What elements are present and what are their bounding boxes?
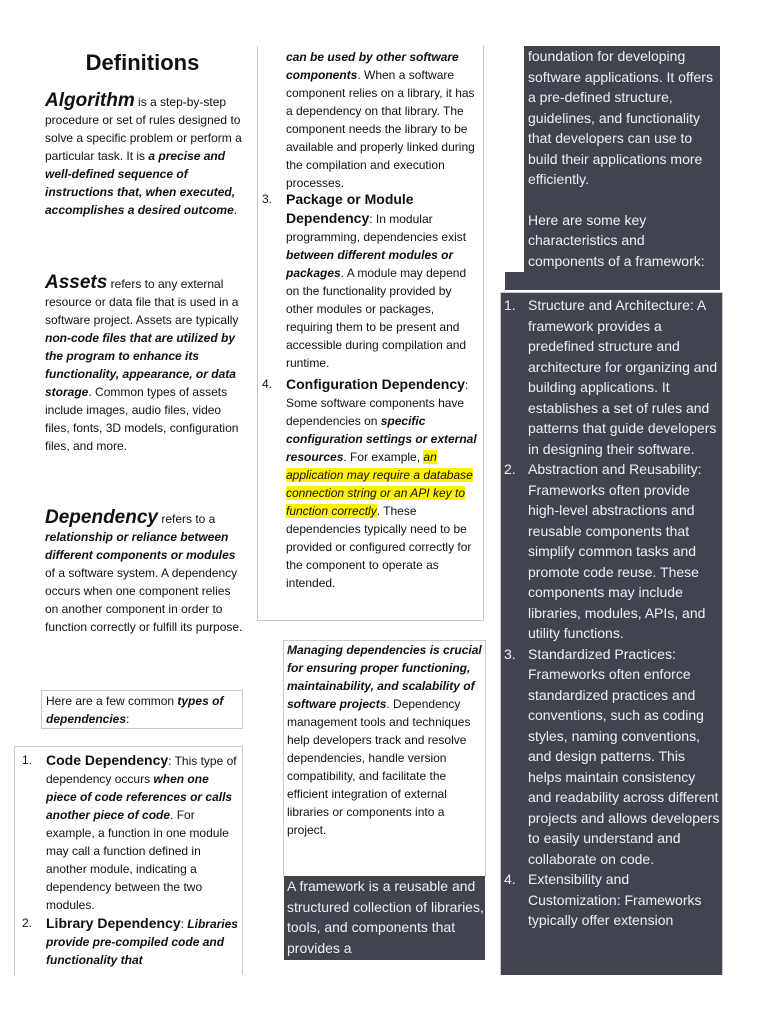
dependency-types-box	[14, 746, 243, 975]
list-emphasis: specific configuration settings or external resources	[286, 414, 477, 464]
list-text: : This type of dependency occurs	[46, 754, 237, 786]
library-emphasis: can be used by other software components	[286, 50, 459, 82]
framework-characteristics-box	[500, 292, 723, 975]
algorithm-emphasis: a precise and well-defined sequence of instructions that, when executed, accomplishes a desired outcome	[45, 149, 236, 217]
list-number: 4.	[262, 377, 273, 391]
dependency-types-list	[22, 751, 239, 969]
dependency-types-list-continued	[262, 190, 481, 592]
list-text: : In modular programming, dependencies exist	[286, 212, 467, 244]
list-item	[262, 190, 481, 372]
list-emphasis: when one piece of code references or calls another piece of code	[46, 772, 233, 822]
dependency-end: of a software system. A dependency occurs when one component relies on another component in order to function correctly or fulfill its purpose.	[45, 566, 243, 634]
algorithm-text: is a step-by-step procedure or set of rules designed to solve a specific problem or perform a particular task. It is	[45, 95, 242, 163]
list-text: Extensibility and Customization: Frameworks typically offer extension	[528, 871, 702, 928]
list-text-end: . These dependencies typically need to be provided or configured correctly for the component to operate as intended.	[286, 504, 472, 590]
list-item	[22, 751, 239, 914]
list-heading: Package or Module Dependency	[286, 191, 414, 226]
list-item	[262, 375, 481, 592]
managing-emphasis: Managing dependencies is crucial for ensuring proper functioning, maintainability, and scalability of software projects	[287, 643, 482, 711]
assets-term: Assets	[45, 272, 108, 293]
managing-text: . Dependency management tools and techniques help developers track and resolve dependencies, handle version compatibility, and facilitate the efficient integration of external libraries or components into a project.	[287, 697, 471, 837]
list-number: 2.	[22, 916, 33, 930]
list-text-end: . For example, a function in one module may call a function defined in another module, indicating a dependency between the two modules.	[46, 808, 229, 912]
list-text: Abstraction and Reusability: Frameworks often provide high-level abstractions and reusable components that simplify common tasks and promote code reuse. These components may include libraries, modules, APIs, and utility functions.	[528, 461, 706, 641]
algorithm-definition	[45, 92, 245, 219]
list-number: 4.	[504, 871, 516, 887]
list-number: 3.	[504, 645, 516, 662]
types-intro-end: :	[126, 712, 130, 726]
list-number: 1.	[22, 753, 33, 767]
assets-emphasis: non-code files that are utilized by the program to enhance its functionality, appearance, or data storage	[45, 331, 236, 399]
list-number: 3.	[262, 192, 273, 206]
types-intro-text: Here are a few common	[46, 694, 178, 708]
library-text: . When a software component relies on a library, it has a dependency on that library. The component needs the library to be available and properly linked during the compilation and execution processes.	[286, 68, 475, 190]
list-emphasis: between different modules or packages	[286, 248, 454, 280]
list-text: :	[180, 917, 188, 931]
list-item	[504, 644, 720, 870]
framework-continued-box	[524, 46, 720, 272]
types-intro-box	[41, 690, 243, 729]
algorithm-end: .	[233, 203, 238, 217]
dependency-emphasis: relationship or reliance between different components or modules	[45, 530, 236, 562]
algorithm-term: Algorithm	[45, 90, 135, 111]
framework-characteristics-list	[504, 295, 720, 931]
list-item	[504, 869, 720, 931]
list-text-mid: . For example,	[343, 450, 424, 464]
list-item	[22, 914, 239, 969]
list-text: Structure and Architecture: A framework provides a predefined structure and architecture for organizing and building applications. It establishes a set of rules and patterns that guide developers in designing their software.	[528, 297, 718, 457]
list-number: 2.	[504, 461, 516, 477]
framework-characteristics-intro: Here are some key characteristics and components of a framework:	[528, 211, 705, 269]
list-number: 1.	[504, 297, 516, 313]
list-text: : Some software components have dependencies on	[286, 378, 469, 428]
types-intro-emphasis: types of dependencies	[46, 694, 224, 726]
page-title: Definitions	[85, 50, 200, 75]
list-heading: Configuration Dependency	[286, 376, 465, 392]
list-text: Standardized Practices: Frameworks often enforce standardized practices and conventions, such as coding styles, naming conventions, and design patterns. This helps maintain consistency and readability across different projects and allows developers to easily understand and collaborate on code.	[528, 645, 720, 867]
managing-dependencies-box	[283, 640, 486, 877]
framework-separator-bar	[505, 272, 720, 290]
dependency-types-continued-box	[257, 46, 484, 621]
dependency-term: Dependency	[45, 507, 158, 528]
assets-text: refers to any external resource or data file that is used in a software project. Assets are typically	[45, 277, 239, 327]
list-emphasis: Libraries provide pre-compiled code and functionality that	[46, 917, 238, 967]
list-item	[504, 459, 720, 644]
highlighted-example: an application may require a database connection string or an API key to function correctly	[286, 450, 473, 518]
assets-definition	[45, 274, 245, 455]
dependency-definition	[45, 509, 245, 636]
list-heading: Library Dependency	[46, 915, 181, 931]
framework-intro-box	[284, 876, 485, 960]
assets-end: . Common types of assets include images, audio files, video files, fonts, 3D models, configuration files, and more.	[45, 385, 239, 453]
list-item	[504, 295, 720, 459]
dependency-text: refers to a	[157, 512, 216, 526]
list-text-end: . A module may depend on the functionality provided by other modules or packages, requiring them to be present and accessible during compilation and runtime.	[286, 266, 467, 370]
framework-intro-text: A framework is a reusable and structured collection of libraries, tools, and components that provides a	[287, 878, 484, 956]
framework-continued-text: foundation for developing software applications. It offers a pre-defined structure, guidelines, and functionality that developers can use to build their applications more efficiently.	[528, 48, 713, 187]
library-dependency-continued	[286, 48, 479, 192]
list-heading: Code Dependency	[46, 752, 169, 768]
